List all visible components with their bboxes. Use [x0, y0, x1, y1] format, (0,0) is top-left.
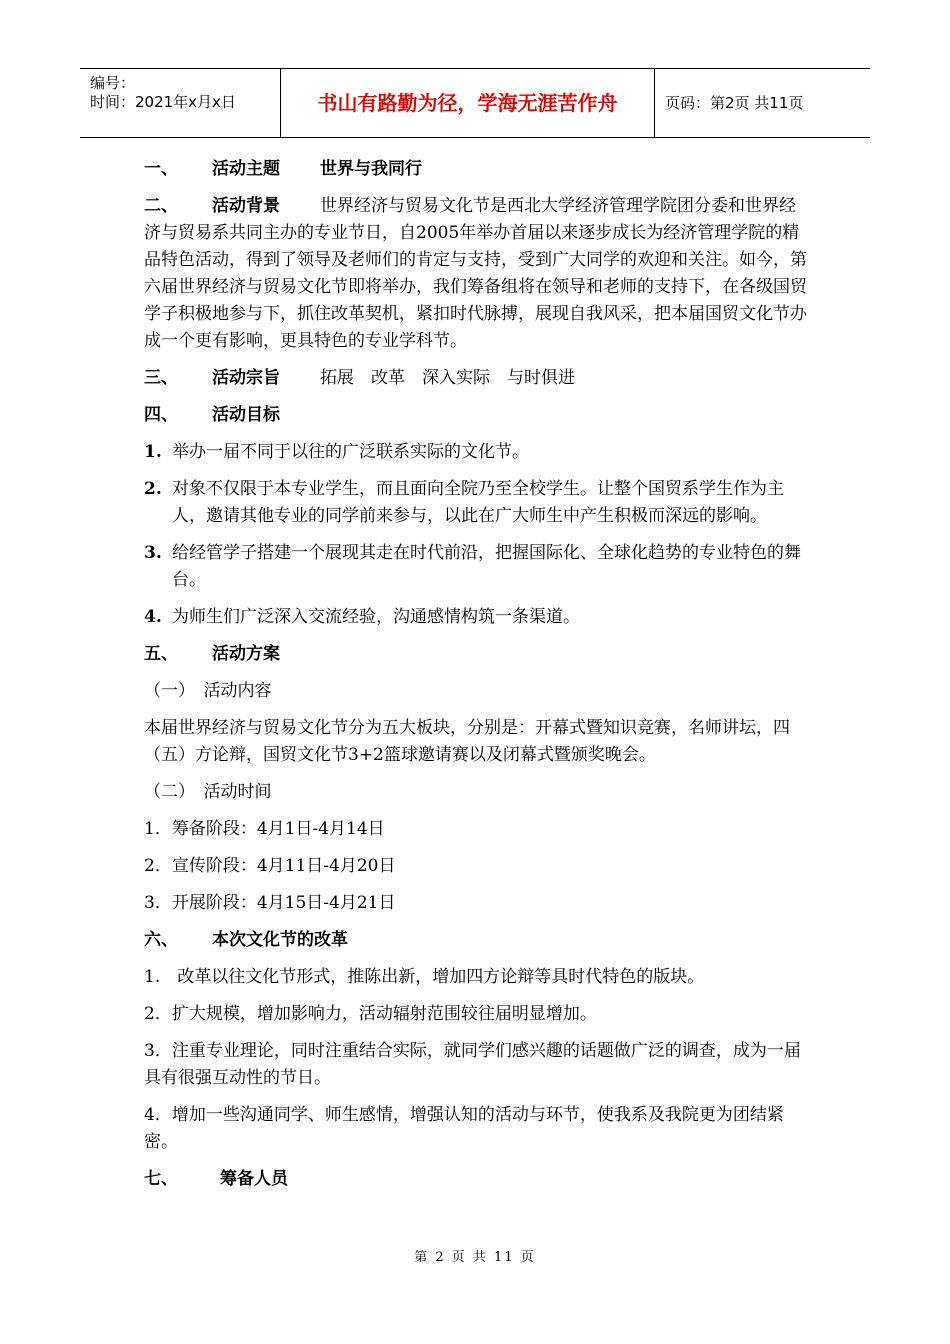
- section-number: 六、: [144, 930, 178, 950]
- section-heading-1: [144, 156, 809, 183]
- section-2-paragraph: [144, 193, 809, 355]
- goal-item: [144, 540, 809, 594]
- reform-item: 1. 改革以往文化节形式，推陈出新，增加四方论辩等具时代特色的版块。: [144, 967, 705, 987]
- motto-text: 书山有路勤为径，学海无涯苦作舟: [317, 91, 618, 115]
- goal-item: [144, 476, 809, 530]
- section-title: 活动方案: [212, 644, 280, 664]
- header-meta-cell: [80, 69, 281, 137]
- document-body: [144, 156, 809, 1203]
- time-item: 3．开展阶段：4月15日-4月21日: [144, 893, 396, 913]
- section-number: 四、: [144, 405, 178, 425]
- background-text: 世界经济与贸易文化节是西北大学经济管理学院团分委和世界经济与贸易系共同主办的专业节日，自2005年举办首届以来逐步成长为经济管理学院的精品特色活动，得到了领导及老师们的肯定与支持，受到广大同学的欢迎和关注。如今，第六届世界经济与贸易文化节即将举办，我们筹备组将在领导和老师的支持下，在各级国贸学子积极地参与下，抓住改革契机，紧扣时代脉搏，展现自我风采，把本届国贸文化节办成一个更有影响，更具特色的专业学科节。: [144, 196, 807, 351]
- section-number: 一、: [144, 159, 178, 179]
- date-label: 时间：2021年x月x日: [90, 93, 236, 111]
- section-heading-7: [144, 1166, 809, 1193]
- goal-number: 2.: [144, 479, 162, 499]
- reform-item: 4．增加一些沟通同学、师生感情，增强认知的活动与环节，使我系及我院更为团结紧密。: [144, 1105, 784, 1152]
- section-title: 本次文化节的改革: [212, 930, 348, 950]
- section-number: 五、: [144, 644, 178, 664]
- reform-item: 3．注重专业理论，同时注重结合实际，就同学们感兴趣的话题做广泛的调查，成为一届具有很强互动性的节日。: [144, 1041, 801, 1088]
- time-item: 2．宣传阶段：4月11日-4月20日: [144, 856, 396, 876]
- subsection-heading: （二） 活动时间: [144, 782, 272, 802]
- section-title: 活动宗旨: [212, 368, 280, 388]
- section-title: 活动目标: [212, 405, 280, 425]
- section-title: 筹备人员: [220, 1169, 288, 1189]
- page-footer: 第 2 页 共 11 页: [414, 1250, 536, 1265]
- goal-number: 1.: [144, 442, 162, 462]
- section-heading-4: [144, 402, 809, 429]
- activity-content-text: 本届世界经济与贸易文化节分为五大板块，分别是：开幕式暨知识竞赛，名师讲坛，四（五）方论辩，国贸文化节3+2篮球邀请赛以及闭幕式暨颁奖晚会。: [144, 718, 790, 765]
- goal-text: 对象不仅限于本专业学生，而且面向全院乃至全校学生。让整个国贸系学生作为主人，邀请其他专业的同学前来参与，以此在广大师生中产生积极而深远的影响。: [172, 479, 784, 526]
- goal-item: [144, 439, 809, 466]
- goal-number: 3.: [144, 543, 162, 563]
- section-number: 七、: [144, 1169, 178, 1189]
- time-item: 1．筹备阶段：4月1日-4月14日: [144, 819, 385, 839]
- goal-item: [144, 604, 809, 631]
- page-info: 页码：第2页 共11页: [665, 94, 804, 112]
- document-header: [80, 68, 870, 138]
- goal-text: 给经管学子搭建一个展现其走在时代前沿，把握国际化、全球化趋势的专业特色的舞台。: [172, 543, 801, 590]
- section-heading-6: [144, 927, 809, 954]
- goal-number: 4.: [144, 607, 162, 627]
- reform-item: 2．扩大规模，增加影响力，活动辐射范围较往届明显增加。: [144, 1004, 597, 1024]
- activity-theme: 世界与我同行: [320, 159, 422, 179]
- serial-number-label: 编号：: [90, 74, 136, 92]
- section-number: 三、: [144, 368, 178, 388]
- section-heading-3: [144, 365, 809, 392]
- activity-purpose: 拓展 改革 深入实际 与时俱进: [320, 368, 575, 388]
- section-number: 二、: [144, 196, 178, 216]
- section-title: 活动主题: [212, 159, 280, 179]
- header-motto-cell: [281, 69, 655, 137]
- section-heading-5: [144, 641, 809, 668]
- header-page-cell: [655, 69, 870, 137]
- goal-text: 为师生们广泛深入交流经验，沟通感情构筑一条渠道。: [172, 607, 580, 627]
- subsection-heading: （一） 活动内容: [144, 681, 272, 701]
- section-title: 活动背景: [212, 196, 280, 216]
- goal-text: 举办一届不同于以往的广泛联系实际的文化节。: [172, 442, 529, 462]
